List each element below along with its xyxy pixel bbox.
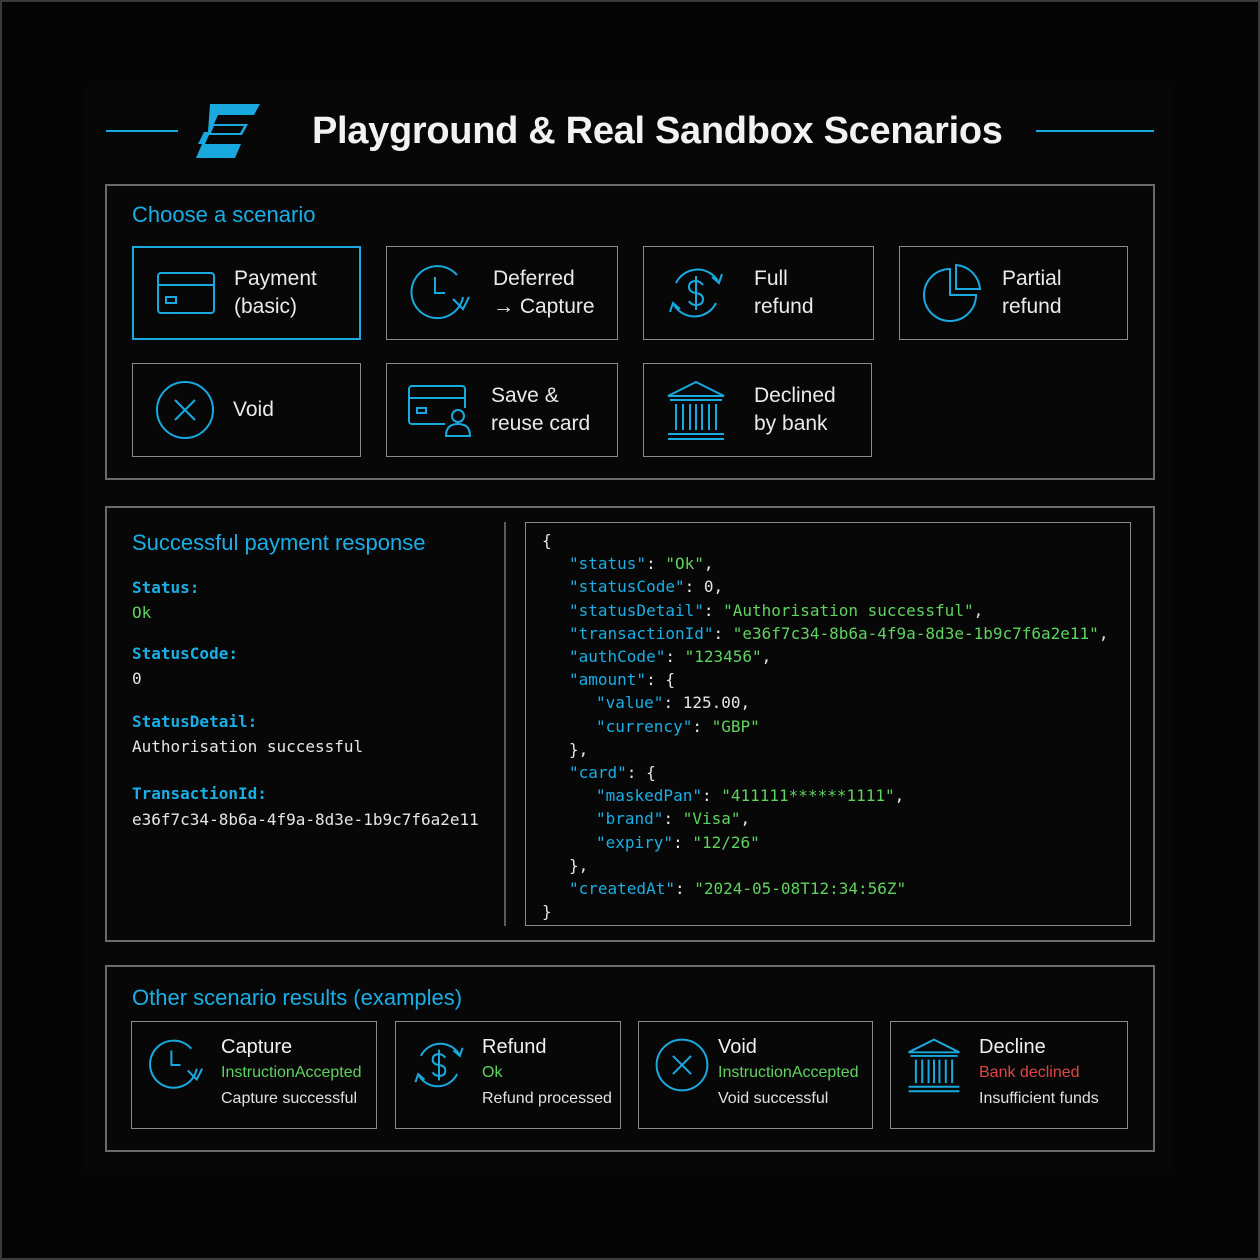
result-status: InstructionAccepted (718, 1064, 859, 1081)
result-card-refund[interactable] (395, 1021, 621, 1129)
scenario-card-full-refund[interactable] (643, 246, 874, 340)
header-line-left (106, 130, 178, 132)
json-line: }, (569, 855, 589, 875)
results-heading: Other scenario results (examples) (132, 985, 463, 1010)
scenario-label: Partial refund (1002, 267, 1062, 318)
scenario-label: Payment (basic) (234, 267, 317, 318)
scenario-label: Declined by bank (754, 384, 836, 435)
brand-s-logo (196, 104, 262, 158)
json-line: } (542, 902, 552, 922)
credit-card-icon (154, 261, 218, 325)
result-detail: Capture successful (221, 1090, 358, 1107)
result-status: Ok (482, 1064, 503, 1081)
json-line: "status": "Ok", (569, 554, 714, 574)
dollar-cycle-icon (410, 1036, 468, 1094)
json-line: "statusDetail": "Authorisation successful", (569, 600, 984, 620)
json-line: "brand": "Visa", (596, 809, 751, 829)
scenario-label: Save & reuse card (491, 384, 591, 435)
result-card-decline[interactable] (890, 1021, 1128, 1129)
scenario-label: Deferred → Capture (493, 267, 595, 318)
json-line: "value": 125.00, (596, 693, 751, 713)
bank-icon (905, 1036, 963, 1094)
result-status: Bank declined (979, 1064, 1080, 1081)
response-divider (504, 522, 506, 926)
dollar-cycle-icon (664, 261, 728, 325)
scenario-card-payment-basic[interactable] (132, 246, 361, 340)
scenario-heading: Choose a scenario (132, 202, 316, 227)
status-code-key: StatusCode: (132, 644, 238, 663)
response-heading: Successful payment response (132, 530, 426, 555)
json-line: "card": { (569, 763, 656, 782)
card-user-icon (407, 378, 471, 442)
json-line: "currency": "GBP" (596, 716, 760, 736)
transaction-id-key: TransactionId: (132, 784, 267, 803)
status-detail-value: Authorisation successful (132, 737, 364, 756)
x-circle-icon (653, 1036, 711, 1094)
json-line: "expiry": "12/26" (596, 832, 760, 852)
pie-chart-icon (920, 261, 984, 325)
result-status: InstructionAccepted (221, 1064, 362, 1081)
page-title: Playground & Real Sandbox Scenarios (312, 110, 1003, 152)
status-value: Ok (132, 603, 152, 622)
result-card-capture[interactable] (131, 1021, 377, 1129)
result-detail: Refund processed (482, 1090, 612, 1107)
json-line: { (542, 531, 552, 550)
json-line: "statusCode": 0, (569, 577, 724, 597)
json-line: "transactionId": "e36f7c34-8b6a-4f9a-8d3e-1b9c7f6a2e11", (569, 623, 1109, 643)
result-title: Decline (979, 1036, 1046, 1058)
status-code-value: 0 (132, 669, 142, 688)
result-title: Refund (482, 1036, 547, 1058)
x-circle-icon (153, 378, 217, 442)
result-detail: Void successful (718, 1090, 829, 1107)
scenario-card-deferred-capture[interactable] (386, 246, 618, 340)
scenario-label: Void (233, 398, 274, 421)
clock-arrow-icon (146, 1036, 204, 1094)
result-detail: Insufficient funds (979, 1090, 1099, 1107)
header-line-right (1036, 130, 1154, 132)
json-line: "authCode": "123456", (569, 647, 772, 666)
status-key: Status: (132, 578, 200, 597)
result-title: Void (718, 1036, 757, 1058)
clock-arrow-icon (407, 261, 471, 325)
json-response-block (525, 522, 1131, 926)
scenario-card-declined-by-bank[interactable] (643, 363, 872, 457)
json-line: "createdAt": "2024-05-08T12:34:56Z" (569, 879, 907, 898)
json-line: }, (569, 739, 589, 759)
scenario-card-void[interactable] (132, 363, 361, 457)
bank-icon (664, 378, 728, 442)
transaction-id-value: e36f7c34-8b6a-4f9a-8d3e-1b9c7f6a2e11 (132, 810, 479, 829)
status-detail-key: StatusDetail: (132, 712, 258, 731)
json-line: "amount": { (569, 670, 675, 690)
json-line: "maskedPan": "411111******1111", (596, 786, 905, 806)
scenario-card-partial-refund[interactable] (899, 246, 1128, 340)
scenario-card-save-reuse-card[interactable] (386, 363, 618, 457)
scenario-label: Full refund (754, 267, 814, 318)
result-title: Capture (221, 1036, 293, 1058)
result-card-void[interactable] (638, 1021, 873, 1129)
